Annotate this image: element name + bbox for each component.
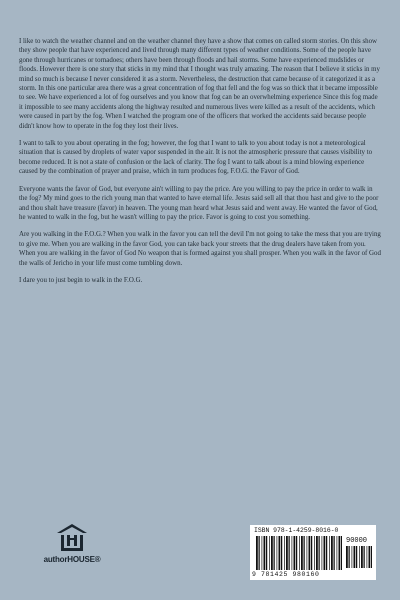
isbn-label: ISBN 978-1-4259-8016-0 (254, 527, 339, 534)
barcode-bar (284, 536, 285, 570)
back-cover-text (19, 37, 381, 293)
barcode-bars (256, 536, 342, 570)
barcode-bar (367, 546, 368, 568)
barcode-digits: 9 781425 980160 (252, 571, 320, 578)
barcode-bar (266, 536, 267, 570)
barcode-box (250, 525, 376, 580)
barcode-bar (304, 536, 305, 570)
paragraph-3: Everyone wants the favor of God, but everyone ain't willing to pay the price. Are you willing to pay the price in order to walk in the fog? My mind goes to the rich young man that wanted to have eternal life. Jesus said sell all that thou hast and give to the poor and thou shalt have treasure (favor) in heaven. The young man heard what Jesus said and went away. He wanted the favor of God, he wanted to walk in the fog, but he wasn't willing to pay the price. Favor is going to cost you something. (19, 185, 379, 221)
barcode-bar (262, 536, 263, 570)
barcode-bar (286, 536, 288, 570)
barcode-bar (359, 546, 360, 568)
barcode-bar (292, 536, 293, 570)
barcode-bar (319, 536, 320, 570)
barcode-bar (364, 546, 365, 568)
paragraph-5: I dare you to just begin to walk in the F.O.G. (19, 276, 143, 284)
barcode-bar (281, 536, 282, 570)
barcode-bar (334, 536, 335, 570)
barcode-bar (356, 546, 357, 568)
price-code: 90000 (346, 537, 368, 545)
barcode-bar (346, 546, 348, 568)
barcode-bar (369, 546, 371, 568)
authorhouse-logo-icon (55, 523, 89, 553)
barcode-bar (326, 536, 327, 570)
barcode-bar (322, 536, 323, 570)
barcode-bar (311, 536, 312, 570)
paragraph-2: I want to talk to you about operating in the fog; however, the fog that I want to talk to you about today is not a meteorological situation that is caused by droplets of water vapor suspended in the air. It is not the atmospheric pressure that causes visibility to become reduced. It is not a state of confusion or the lack of clarity. The fog I want to talk about is a mind blowing experience caused by the combination of prayer and praise, which in turn produces fog, F.O.G. the Favor of God. (19, 140, 373, 176)
barcode-bar (274, 536, 275, 570)
barcode-bar (279, 536, 281, 570)
barcode-bar (259, 536, 260, 570)
barcode-bar (269, 536, 270, 570)
barcode-bar (309, 536, 311, 570)
barcode-bar (341, 536, 342, 570)
barcode-bar (307, 536, 308, 570)
publisher-name: authorHOUSE® (43, 555, 101, 564)
price-barcode-bars (346, 546, 372, 568)
barcode-bar (354, 546, 356, 568)
barcode-bar (271, 536, 273, 570)
barcode-bar (264, 536, 266, 570)
barcode-bar (299, 536, 300, 570)
barcode-bar (352, 546, 353, 568)
barcode-bar (316, 536, 318, 570)
barcode-bar (296, 536, 297, 570)
barcode-bar (371, 546, 372, 568)
barcode-bar (329, 536, 330, 570)
paragraph-4: Are you walking in the F.O.G.? When you walk in the favor you can tell the devil I'm not going to take the mess that you are trying to give me. When you are walking in the favor God, you can take back your streets that the drug dealers have taken from you. When you are walking in the favor of God No weapon that is formed against you shall prosper. When you walk in the favor of God the walls of Jericho in your life must come tumbling down. (19, 231, 381, 267)
barcode-bar (294, 536, 296, 570)
barcode-bar (331, 536, 333, 570)
barcode-bar (324, 536, 326, 570)
paragraph-1: I like to watch the weather channel and on the weather channel they have a show that comes on called storm stories. On this show they show people that have experienced and lived through many different types of weather conditions. Some of the people have gone through hurricanes or tornadoes; others have been through floods and hail storms. Some have experienced mudslides or floods. However there is one story that sticks in my mind that I thought was truly amazing. The reason that I believe it sticks in my mind so much is because I never considered it as a storm. Nevertheless, the destruction that came because of it categorized it as a storm. In this one particular area there was a great concentration of fog that fell and the fog was so thick that it became impossible to see. We have experienced a lot of fog ourselves and you know that fog can be an overwhelming experience Since this fog made it impossible to see many accidents along the highway resulted and numerous lives were killed as a result of the accidents, which were caused in part by the fog. When I watched the program one of the officers that worked the accidents said because people didn't know how to operate in the fog they lost their lives. (19, 38, 380, 130)
barcode-bar (289, 536, 290, 570)
barcode-bar (314, 536, 315, 570)
barcode-bar (349, 546, 350, 568)
barcode-bar (361, 546, 363, 568)
barcode-bar (301, 536, 303, 570)
barcode-bar (256, 536, 258, 570)
barcode-bar (339, 536, 341, 570)
barcode-bar (277, 536, 278, 570)
publisher-logo (37, 523, 107, 573)
barcode-bar (337, 536, 338, 570)
